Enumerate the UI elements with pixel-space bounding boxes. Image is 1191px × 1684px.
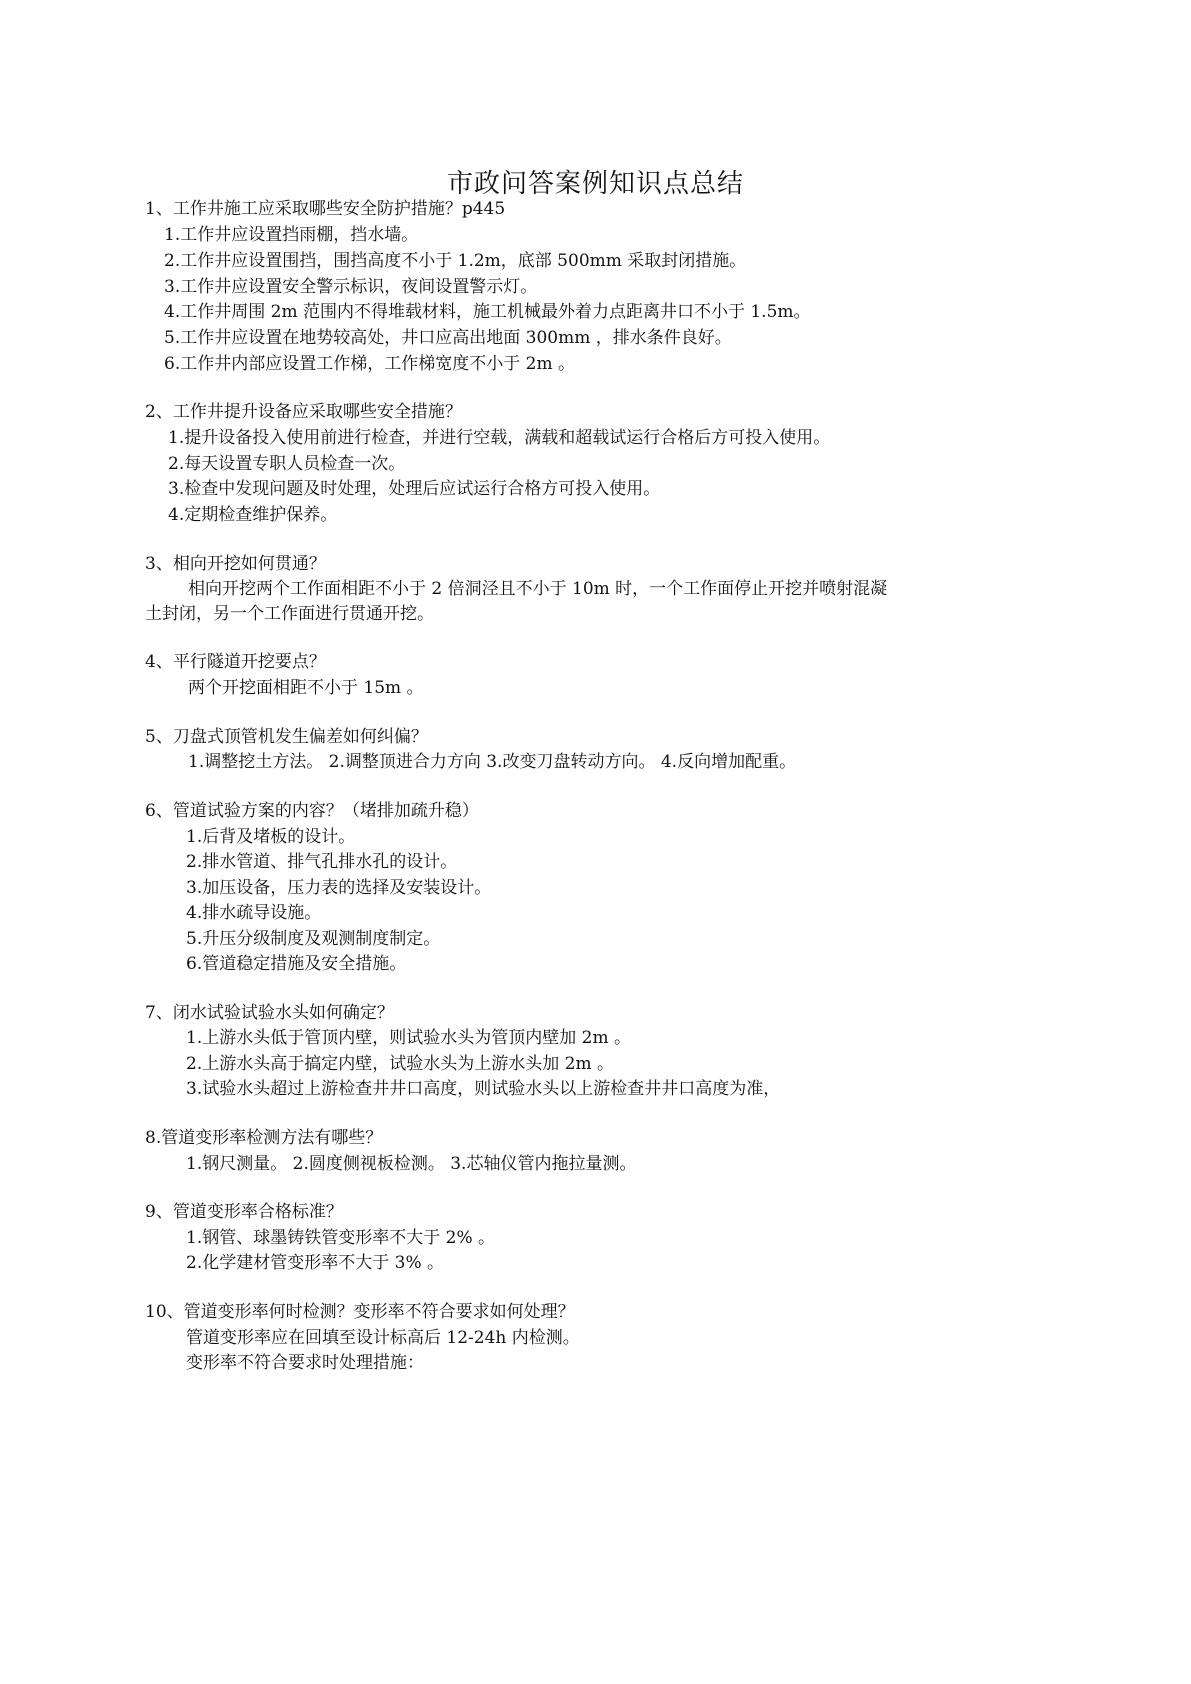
q1-item-5: 5.工作井应设置在地势较高处，井口应高出地面 300mm ，排水条件良好。 [164,328,732,348]
question-9: 9、管道变形率合格标准？ [145,1202,343,1222]
q6-item-6: 6.管道稳定措施及安全措施。 [186,954,407,974]
q4-answer: 两个开挖面相距不小于 15m 。 [188,678,424,698]
q2-item-1: 1.提升设备投入使用前进行检查，并进行空载，满载和超载试运行合格后方可投入使用。 [168,428,831,448]
question-10: 10、管道变形率何时检测？变形率不符合要求如何处理？ [145,1302,575,1322]
q1-item-2: 2.工作井应设置围挡，围挡高度不小于 1.2m，底部 500mm 采取封闭措施。 [164,251,747,271]
question-8: 8.管道变形率检测方法有哪些？ [145,1128,383,1148]
q10-item-1: 管道变形率应在回填至设计标高后 12-24h 内检测。 [186,1328,580,1348]
q9-item-1: 1.钢管、球墨铸铁管变形率不大于 2% 。 [186,1228,495,1248]
q6-item-2: 2.排水管道、排气孔排水孔的设计。 [186,852,458,872]
question-5: 5、刀盘式顶管机发生偏差如何纠偏？ [145,727,428,747]
question-7: 7、闭水试验试验水头如何确定？ [145,1003,394,1023]
q7-item-1: 1.上游水头低于管顶内壁，则试验水头为管顶内壁加 2m 。 [186,1028,631,1048]
question-2: 2、工作井提升设备应采取哪些安全措施？ [145,402,462,422]
q1-item-1: 1.工作井应设置挡雨棚，挡水墙。 [164,225,419,245]
question-3: 3、相向开挖如何贯通？ [145,554,326,574]
q10-item-2: 变形率不符合要求时处理措施： [186,1353,424,1373]
q5-answer: 1.调整挖土方法。 2.调整顶进合力方向 3.改变刀盘转动方向。 4.反向增加配重。 [188,752,797,772]
q8-answer: 1.钢尺测量。 2.圆度侧视板检测。 3.芯轴仪管内拖拉量测。 [186,1154,637,1174]
q6-item-3: 3.加压设备，压力表的选择及安装设计。 [186,878,492,898]
q2-item-4: 4.定期检查维护保养。 [168,505,338,525]
q2-item-2: 2.每天设置专职人员检查一次。 [168,454,406,474]
q1-item-4: 4.工作井周围 2m 范围内不得堆载材料，施工机械最外着力点距离井口不小于 1.5m。 [164,302,811,322]
q6-item-5: 5.升压分级制度及观测制度制定。 [186,929,441,949]
q1-item-3: 3.工作井应设置安全警示标识，夜间设置警示灯。 [164,277,538,297]
question-1: 1、工作井施工应采取哪些安全防护措施？p445 [145,199,506,219]
q3-paragraph-line-1: 相向开挖两个工作面相距不小于 2 倍洞泾且不小于 10m 时，一个工作面停止开挖并喷射混凝 [188,579,888,599]
q2-item-3: 3.检查中发现问题及时处理，处理后应试运行合格方可投入使用。 [168,479,661,499]
q7-item-2: 2.上游水头高于搞定内壁，试验水头为上游水头加 2m 。 [186,1054,614,1074]
q7-item-3: 3.试验水头超过上游检查井井口高度，则试验水头以上游检查井井口高度为准， [186,1079,781,1099]
question-6: 6、管道试验方案的内容？（堵排加疏升稳） [145,801,479,821]
q6-item-4: 4.排水疏导设施。 [186,903,322,923]
question-4: 4、平行隧道开挖要点？ [145,652,326,672]
q6-item-1: 1.后背及堵板的设计。 [186,827,356,847]
page-title: 市政问答案例知识点总结 [446,169,744,199]
q9-item-2: 2.化学建材管变形率不大于 3% 。 [186,1253,444,1273]
q1-item-6: 6.工作井内部应设置工作梯，工作梯宽度不小于 2m 。 [164,354,575,374]
q3-paragraph-line-2: 土封闭，另一个工作面进行贯通开挖。 [145,604,434,624]
